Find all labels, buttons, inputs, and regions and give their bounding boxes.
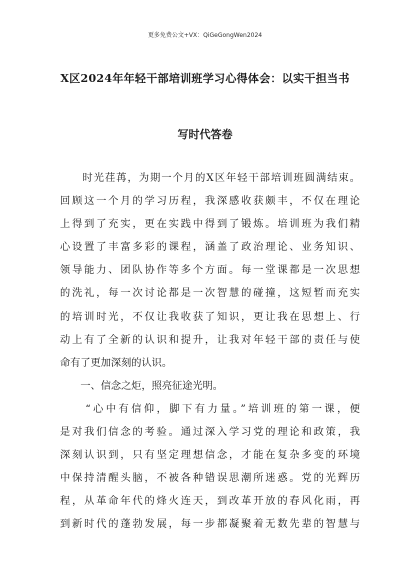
body-line: 到新时代的蓬勃发展，每一步都凝聚着无数先辈的智慧与: [60, 519, 360, 531]
body-line: 程，从革命年代的烽火连天，到改革开放的春风化雨，再: [60, 496, 360, 508]
body-line: 的培训时光，不仅让我收获了知识，更让我在思想上、行: [60, 311, 360, 323]
document-body: [60, 167, 360, 537]
section-heading: 一、信念之炬，照亮征途光明。: [60, 380, 223, 392]
body-line: 动上有了全新的认识和提升，让我对年轻干部的责任与使: [60, 334, 360, 346]
body-line: “心中有信仰，脚下有力量。”培训班的第一课，便: [60, 403, 360, 415]
body-line: 心设置了丰富多彩的课程，涵盖了政治理论、业务知识、: [60, 242, 360, 254]
body-line: 的洗礼，每一次讨论都是一次智慧的碰撞，这短暂而充实: [60, 288, 360, 300]
document-title-line-2: 写时代答卷: [177, 128, 233, 141]
body-line: 是对我们信念的考验。通过深入学习党的理论和政策，我: [60, 427, 360, 439]
body-line: 上得到了充实，更在实践中得到了锻炼。培训班为我们精: [60, 219, 360, 231]
body-line: 领导能力、团队协作等多个方面。每一堂课都是一次思想: [60, 265, 360, 277]
body-line: 时光荏苒，为期一个月的X区年轻干部培训班圆满结束。: [60, 173, 360, 184]
document-title-line-1: X区2024年年轻干部培训班学习心得体会：以实干担当书: [60, 72, 350, 85]
body-line: 深刻认识到，只有坚定理想信念，才能在复杂多变的环境: [60, 450, 360, 462]
body-line: 中保持清醒头脑，不被各种错误思潮所迷惑。党的光辉历: [60, 473, 360, 485]
body-line: 回顾这一个月的学习历程，我深感收获颇丰，不仅在理论: [60, 196, 360, 208]
header-note: 更多免费公文+VX：QiGeGongWen2024: [147, 32, 263, 39]
body-line: 命有了更加深刻的认识。: [60, 357, 173, 369]
